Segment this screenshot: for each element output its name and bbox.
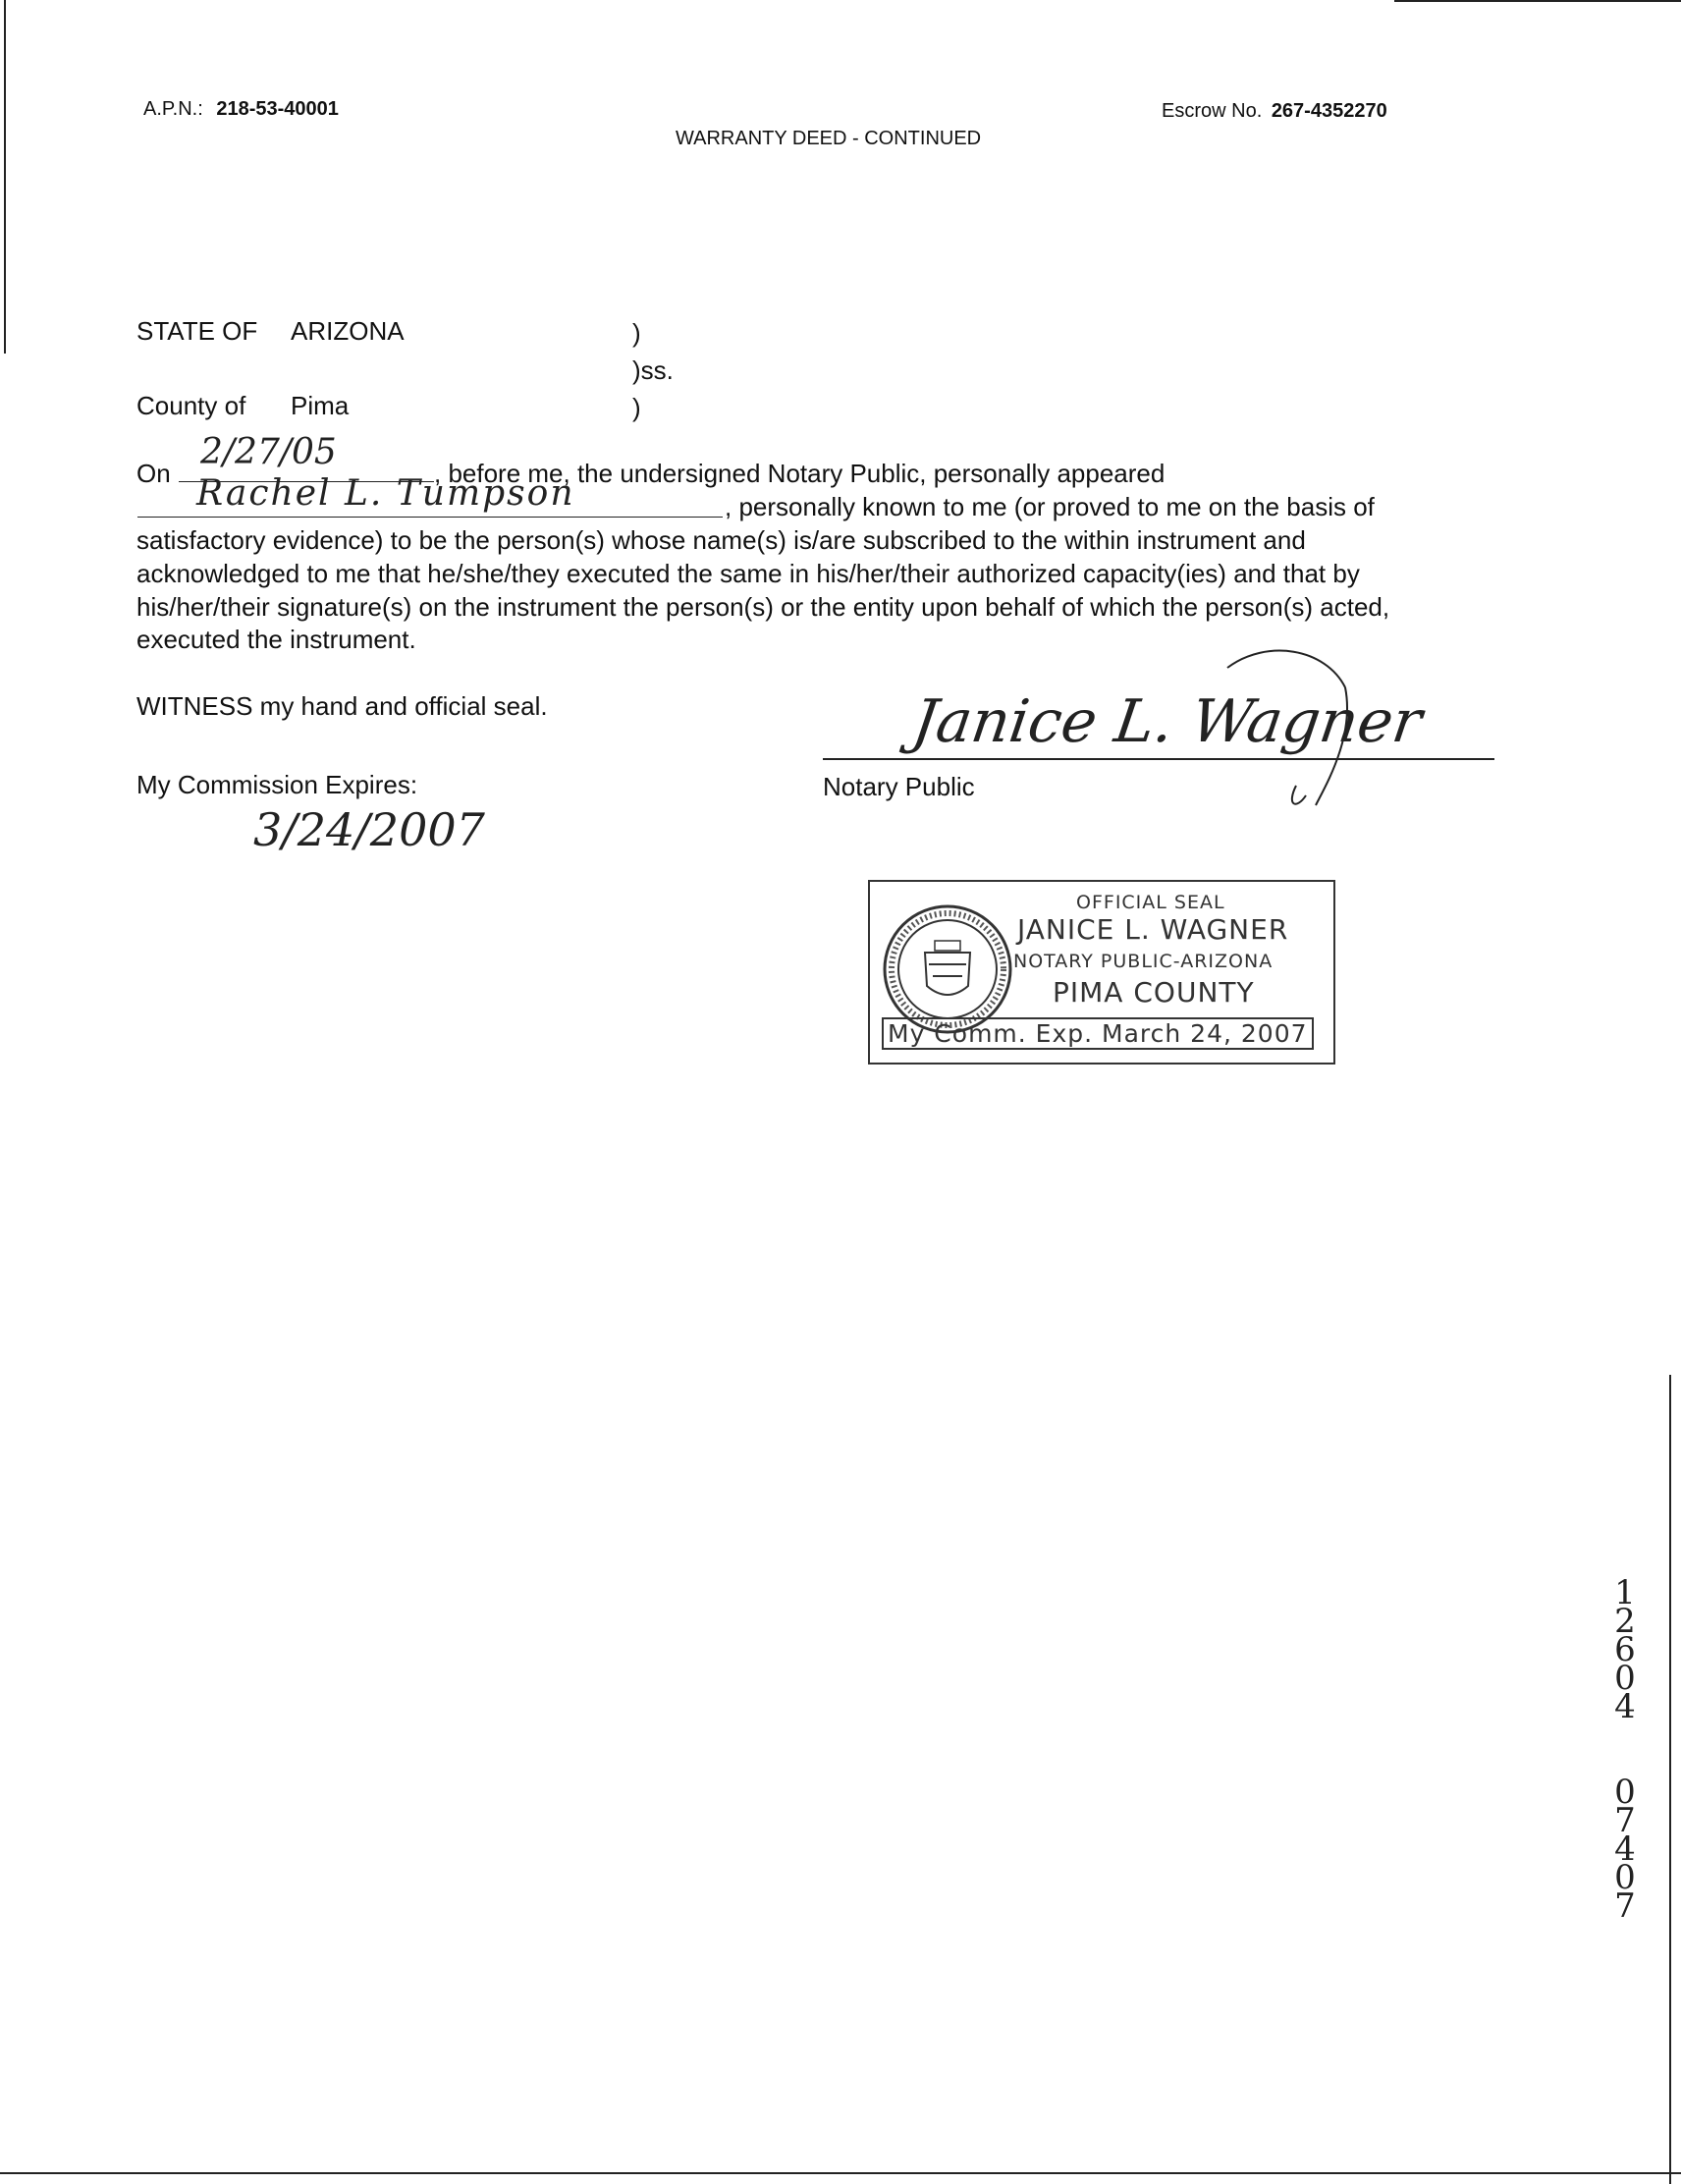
notary-public-label: Notary Public — [823, 772, 975, 801]
official-seal-stamp — [868, 880, 1335, 1065]
seal-line-3: NOTARY PUBLIC-ARIZONA — [1013, 951, 1274, 972]
seal-line-1: OFFICIAL SEAL — [1076, 892, 1225, 913]
ack-line-2: , personally known to me (or proved to me on the basis of — [725, 492, 1375, 521]
ack-line-3: satisfactory evidence) to be the person(s) whose name(s) is/are subscribed to the within instrument and — [136, 525, 1306, 555]
right-margin-line — [1669, 1375, 1671, 2184]
signature-flourish — [1208, 638, 1443, 815]
apn-label: A.P.N.: — [143, 98, 203, 120]
commission-date-handwritten: 3/24/2007 — [253, 803, 485, 856]
seal-line-2: JANICE L. WAGNER — [1017, 913, 1289, 946]
handwritten-name: Rachel L. Tumpson — [196, 473, 575, 514]
document-title: WARRANTY DEED - CONTINUED — [676, 128, 982, 149]
ack-line-1: , before me, the undersigned Notary Public, personally appeared — [434, 459, 1166, 488]
ss-mark: )ss. — [632, 355, 674, 385]
bottom-margin-line — [0, 2172, 1681, 2174]
paren-top: ) — [632, 318, 641, 348]
apn-value: 218-53-40001 — [216, 98, 339, 120]
on-label: On — [136, 459, 171, 488]
handwritten-date: 2/27/05 — [200, 432, 337, 472]
county-label: County of — [136, 391, 246, 420]
ack-line-5: his/her/their signature(s) on the instrument the person(s) or the entity upon behalf of which the person(s) acted, — [136, 592, 1390, 622]
seal-line-4: PIMA COUNTY — [1053, 976, 1255, 1009]
recording-number: 1 2 6 0 4 0 7 4 0 7 — [1614, 1573, 1636, 1926]
escrow-value: 267-4352270 — [1271, 100, 1387, 122]
seal-line-5: My Comm. Exp. March 24, 2007 — [882, 1017, 1314, 1050]
escrow-line — [1162, 100, 1387, 123]
apn-line — [143, 98, 339, 121]
paren-bottom: ) — [632, 393, 641, 422]
ack-line-4: acknowledged to me that he/she/they executed the same in his/her/their authorized capacity(ies) and that by — [136, 559, 1360, 588]
state-label: STATE OF — [136, 316, 258, 346]
name-blank — [137, 473, 723, 518]
state-value: ARIZONA — [291, 316, 405, 346]
ack-line-6: executed the instrument. — [136, 625, 416, 654]
witness-line: WITNESS my hand and official seal. — [136, 691, 548, 721]
notary-signature: Janice L. Wagner — [908, 687, 1427, 756]
county-value: Pima — [291, 391, 350, 420]
top-right-line — [1394, 0, 1681, 2]
left-margin-line — [4, 0, 6, 354]
commission-label: My Commission Expires: — [136, 770, 418, 799]
escrow-label: Escrow No. — [1162, 100, 1263, 122]
